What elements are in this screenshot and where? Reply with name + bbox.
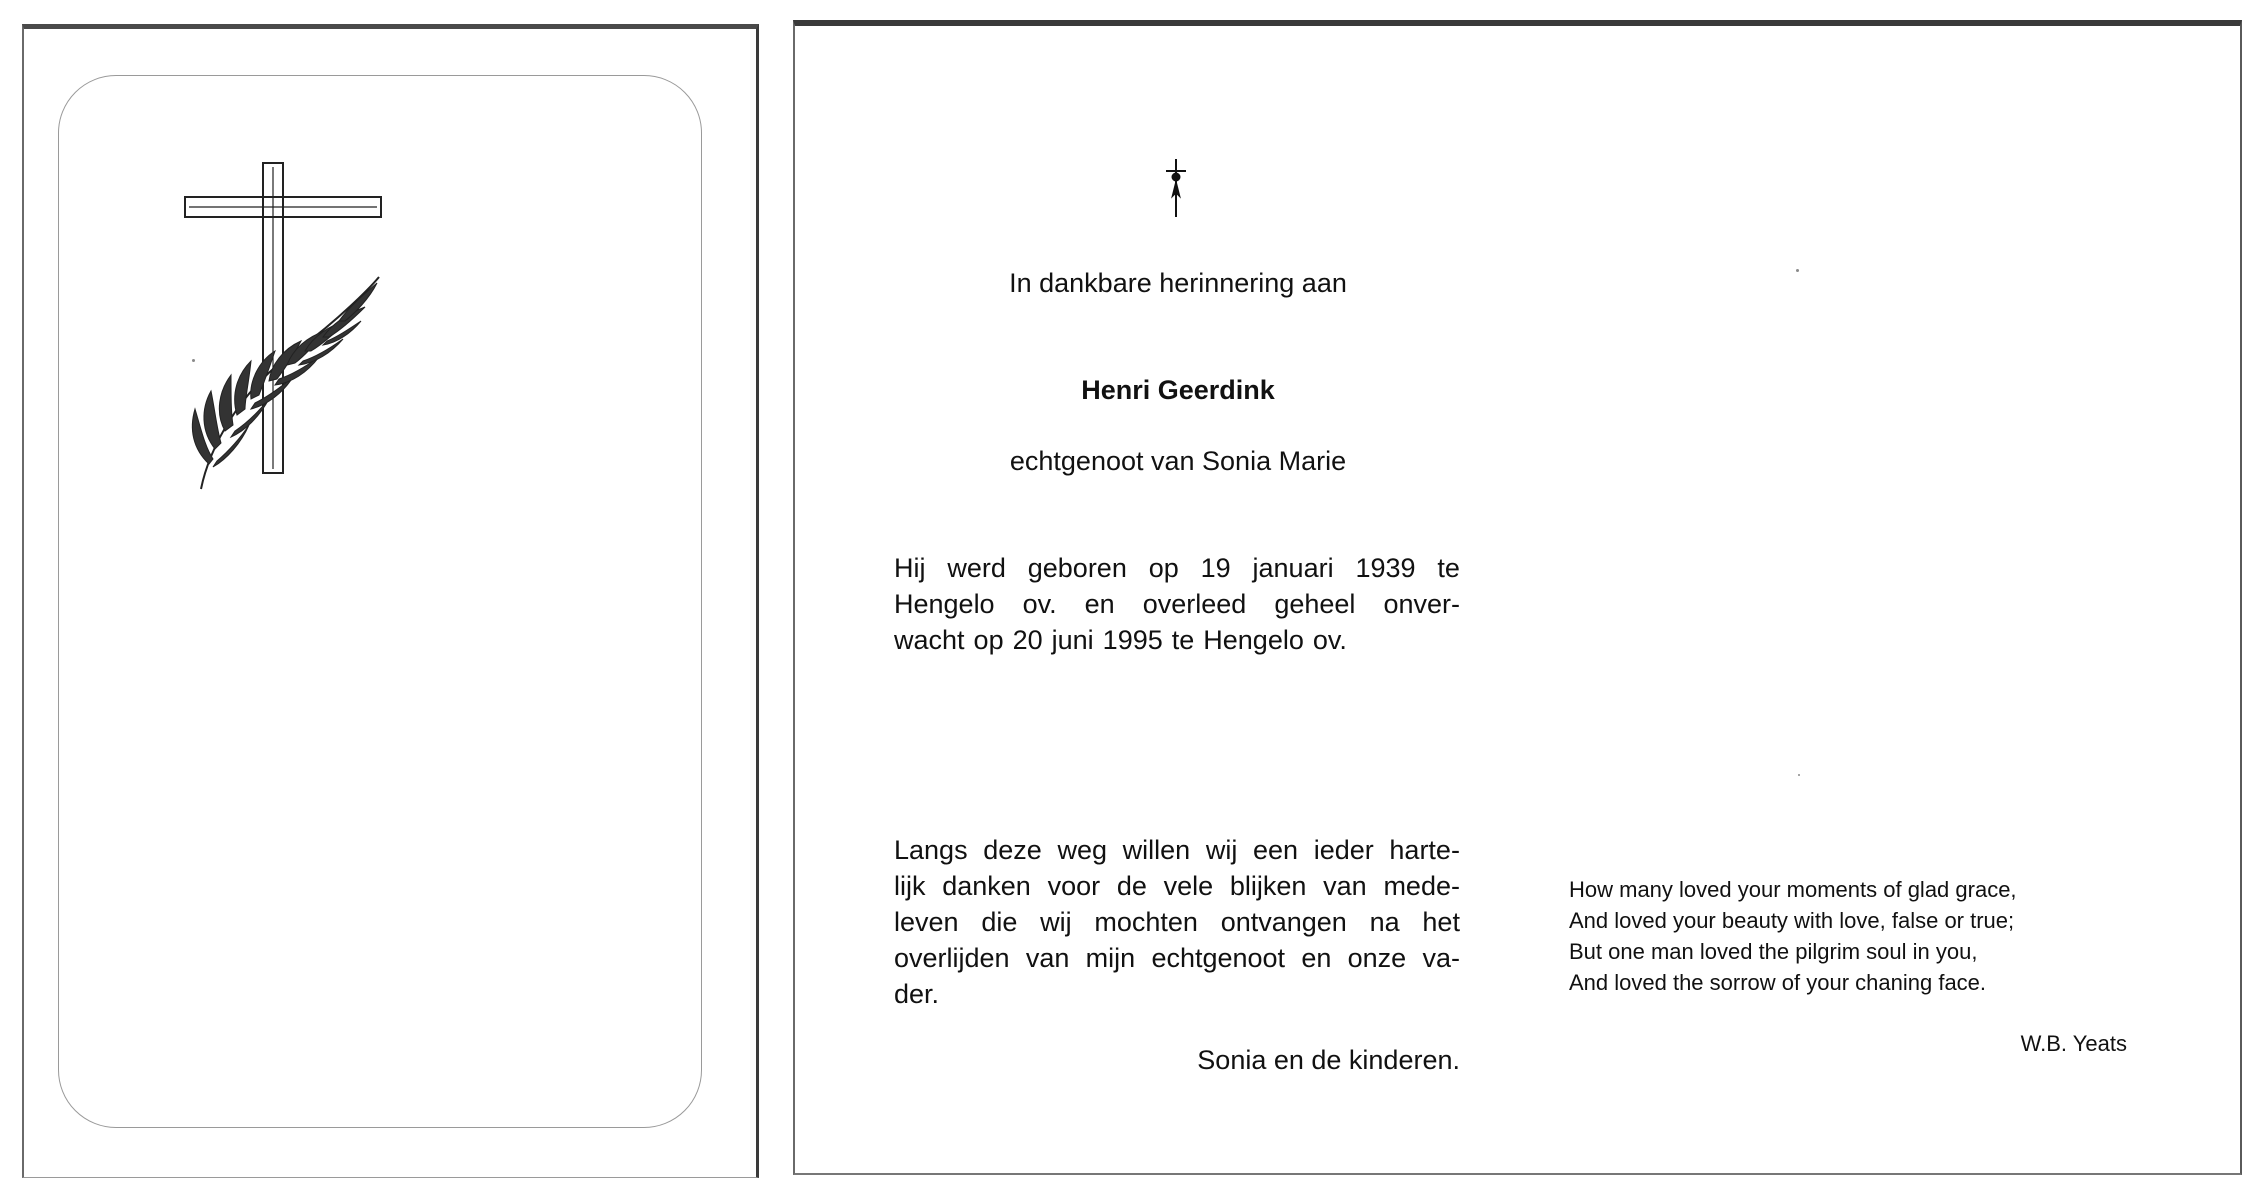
thanks-word: van — [1025, 943, 1070, 973]
signature: Sonia en de kinderen. — [1197, 1045, 1460, 1075]
thanks-word: weg — [1057, 835, 1107, 865]
birth-death-word: werd — [947, 553, 1006, 583]
birth-death-word: te — [1437, 553, 1460, 583]
thanks-word: der. — [894, 979, 940, 1009]
thanks-word: van — [1323, 871, 1367, 901]
paper-speck — [192, 359, 195, 362]
birth-death-word: onver- — [1383, 589, 1460, 619]
thanks-word: de — [1116, 871, 1147, 901]
thanks-word: va- — [1422, 943, 1460, 973]
poem-author: W.B. Yeats — [2020, 1031, 2127, 1056]
birth-death-word: Hij — [894, 553, 926, 583]
birth-death-line — [894, 586, 1460, 622]
birth-death-word: Hengelo — [1203, 625, 1304, 655]
thanks-word: wij — [1205, 835, 1238, 865]
thanks-line — [894, 904, 1460, 940]
birth-death-word: wacht — [894, 625, 965, 655]
spouse-line: echtgenoot van Sonia Marie — [1009, 446, 1347, 476]
thanks-word: Langs — [894, 835, 968, 865]
paper-speck — [1798, 774, 1800, 776]
birth-death-word: januari — [1252, 553, 1334, 583]
thanks-line — [894, 940, 1460, 976]
thanks-word: ieder — [1313, 835, 1374, 865]
birth-death-word: 19 — [1200, 553, 1231, 583]
memorial-card-front — [22, 24, 759, 1178]
birth-death-word: op — [973, 625, 1004, 655]
thanks-word: die — [981, 907, 1018, 937]
thanks-word: mijn — [1085, 943, 1136, 973]
birth-death-word: op — [1148, 553, 1179, 583]
birth-death-word: geboren — [1027, 553, 1127, 583]
thanks-word: mochten — [1094, 907, 1198, 937]
birth-death-word: ov. — [1022, 589, 1057, 619]
birth-death-word: juni — [1051, 625, 1094, 655]
thanks-word: het — [1422, 907, 1460, 937]
thanks-word: vele — [1163, 871, 1214, 901]
thanks-word: na — [1369, 907, 1400, 937]
thanks-word: leven — [894, 907, 959, 937]
deceased-name: Henri Geerdink — [1081, 375, 1275, 405]
thanks-word: harte- — [1389, 835, 1460, 865]
thanks-word: overlijden — [894, 943, 1010, 973]
poem-line: And loved your beauty with love, false or true; — [1569, 908, 2015, 933]
birth-death-word: geheel — [1274, 589, 1356, 619]
thanks-word: en — [1301, 943, 1332, 973]
thanks-word: wij — [1040, 907, 1072, 937]
poem — [1569, 874, 2017, 998]
birth-death-line — [894, 622, 1460, 658]
poem-line: But one man loved the pilgrim soul in you, — [1569, 939, 1978, 964]
thanks-word: onze — [1347, 943, 1407, 973]
birth-death-word: en — [1084, 589, 1115, 619]
thanks-word: lijk — [894, 871, 926, 901]
birth-death-word: overleed — [1142, 589, 1247, 619]
poem-line: How many loved your moments of glad grace, — [1569, 877, 2017, 902]
thanks-word: mede- — [1383, 871, 1460, 901]
thanks-word: echtgenoot — [1151, 943, 1286, 973]
intro-line: In dankbare herinnering aan — [1009, 268, 1347, 298]
thanks-line — [894, 832, 1460, 868]
birth-death-word: 1939 — [1355, 553, 1416, 583]
thanks-word: danken — [942, 871, 1031, 901]
birth-death-word: 20 — [1012, 625, 1043, 655]
birth-death-word: Hengelo — [894, 589, 995, 619]
poem-line: And loved the sorrow of your chaning face. — [1569, 970, 1987, 995]
thanks-word: voor — [1047, 871, 1101, 901]
memorial-card-inside — [793, 20, 2242, 1175]
thanks-word: ontvangen — [1220, 907, 1347, 937]
thanks-line — [894, 976, 1460, 1012]
birth-death-word: ov. — [1312, 625, 1347, 655]
birth-death-word: te — [1171, 625, 1195, 655]
paper-speck — [1796, 269, 1799, 272]
thanks-word: deze — [983, 835, 1042, 865]
thanks-word: willen — [1122, 835, 1191, 865]
birth-death-line — [894, 550, 1460, 586]
birth-death-word: 1995 — [1102, 625, 1163, 655]
cross-icon — [1161, 157, 1191, 219]
thanks-paragraph — [894, 832, 1460, 1012]
thanks-line — [894, 868, 1460, 904]
thanks-word: blijken — [1229, 871, 1307, 901]
birth-death-paragraph — [894, 550, 1460, 658]
thanks-word: een — [1252, 835, 1299, 865]
cross-with-palm-branch-icon — [179, 159, 419, 519]
